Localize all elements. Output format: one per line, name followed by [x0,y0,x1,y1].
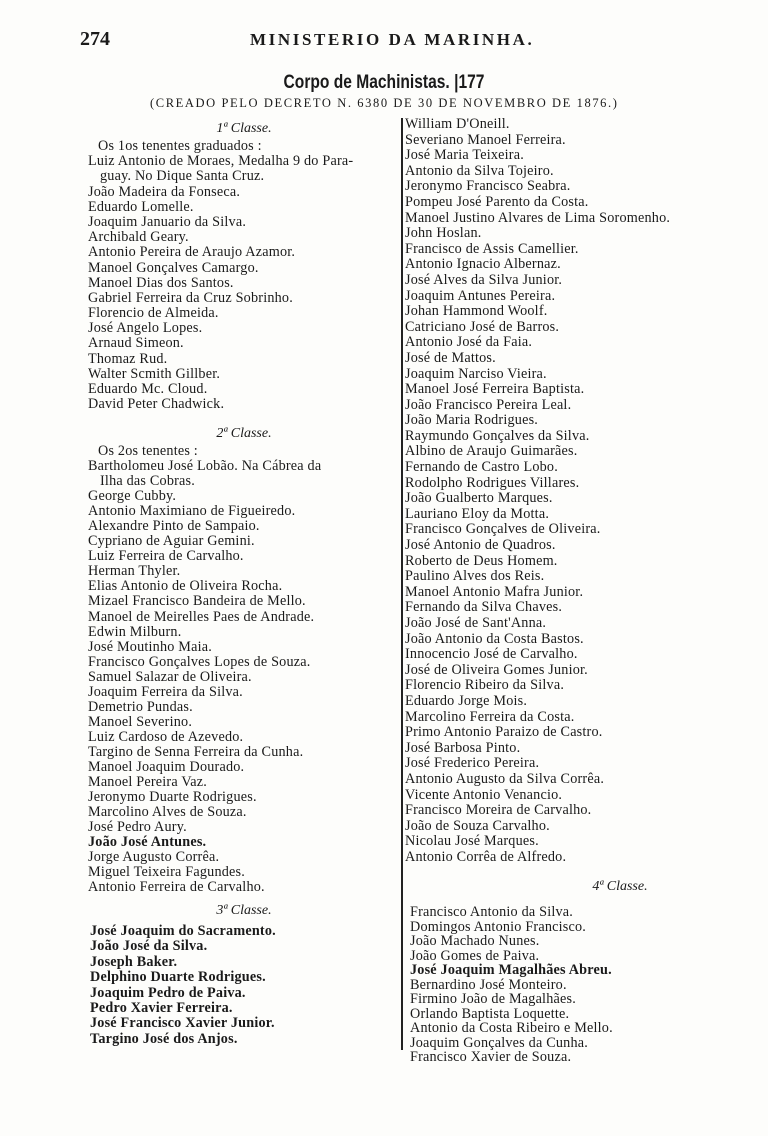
running-head: MINISTERIO DA MARINHA. [250,30,535,49]
section-subtitle: (CREADO PELO DECRETO N. 6380 DE 30 DE NOVEMBRO DE 1876.) [150,96,619,110]
list-item: Marcolino Alves de Souza. [88,804,247,821]
list-item: Os 1os tenentes graduados : [98,138,262,154]
list-item: Antonio da Silva Tojeiro. [405,162,554,179]
list-item: Florencio Ribeiro da Silva. [405,677,565,694]
list-item: João Machado Nunes. [410,933,540,949]
list-item: Domingos Antonio Francisco. [410,918,587,935]
list-item: George Cubby. [88,488,177,505]
list-item: Manoel Pereira Vaz. [88,774,207,791]
list-item: John Hoslan. [405,225,482,242]
list-item: Elias Antonio de Oliveira Rocha. [88,578,283,595]
list-classe-4 [410,905,613,1065]
list-item: Catriciano José de Barros. [405,318,560,335]
list-item: Manoel José Ferreira Baptista. [405,381,585,398]
list-item: Albino de Araujo Guimarães. [405,443,578,460]
list-item: Lauriano Eloy da Motta. [405,505,550,522]
list-item: Targino José dos Anjos. [90,1030,238,1047]
list-item: José Maria Teixeira. [405,147,524,164]
list-item: Gabriel Ferreira da Cruz Sobrinho. [88,289,293,306]
column-divider [401,118,403,1050]
list-item: Antonio José da Faia. [405,334,533,351]
list-item: João de Souza Carvalho. [405,817,550,834]
heading-classe-3: 3ª Classe. [216,903,272,918]
list-item: Luiz Cardoso de Azevedo. [88,728,244,745]
list-item: Eduardo Jorge Mois. [405,692,528,709]
list-item: João José Antunes. [88,834,207,851]
list-item: Francisco Gonçalves Lopes de Souza. [88,653,311,670]
list-item: Manoel de Meirelles Paes de Andrade. [88,608,315,625]
list-item: Antonio Pereira de Araujo Azamor. [88,244,296,261]
list-item: Manoel Dias dos Santos. [88,274,234,291]
list-item: Nicolau José Marques. [405,833,539,850]
list-item: João Francisco Pereira Leal. [405,396,572,413]
list-item: Arnaud Simeon. [88,335,184,352]
list-item: Antonio Augusto da Silva Corrêa. [405,770,605,787]
heading-classe-4: 4ª Classe. [592,879,648,894]
list-item: Fernando de Castro Lobo. [405,459,558,476]
list-item: Manoel Joaquim Dourado. [88,758,245,775]
list-item: Jeronymo Duarte Rodrigues. [88,789,257,806]
list-item: Joaquim Januario da Silva. [88,213,247,230]
list-item: Francisco Moreira de Carvalho. [405,802,592,819]
list-item: Paulino Alves dos Reis. [405,568,545,585]
list-item: Joaquim Antunes Pereira. [405,287,556,304]
list-classe-2 [88,444,321,895]
list-item: Innocencio José de Carvalho. [405,646,578,663]
list-item: Firmino João de Magalhães. [410,991,576,1007]
list-item: Manoel Gonçalves Camargo. [88,259,259,276]
list-item: José Angelo Lopes. [88,320,203,337]
list-item: João Maria Rodrigues. [405,412,539,429]
list-item: William D'Oneill. [405,116,510,132]
list-item: Mizael Francisco Bandeira de Mello. [88,593,306,610]
list-item: José Antonio de Quadros. [405,537,556,554]
list-item: Jorge Augusto Corrêa. [88,849,220,866]
list-item: João José da Silva. [90,938,208,955]
list-item: João Madeira da Fonseca. [88,183,241,200]
list-item: Manoel Antonio Mafra Junior. [405,583,584,600]
list-item: Antonio Maximiano de Figueiredo. [88,503,296,520]
list-item: Walter Scmith Gillber. [88,365,221,382]
list-item: Joseph Baker. [90,953,178,970]
list-item: Johan Hammond Woolf. [405,303,548,320]
list-item: Raymundo Gonçalves da Silva. [405,427,590,444]
list-item: João Antonio da Costa Bastos. [405,630,584,647]
list-item: Archibald Geary. [88,229,189,246]
list-classe-3 [90,924,276,1047]
list-item: Joaquim Gonçalves da Cunha. [410,1034,588,1051]
list-item: José Joaquim do Sacramento. [90,923,276,939]
list-item: Luiz Ferreira de Carvalho. [88,548,244,565]
list-item: Eduardo Lomelle. [88,198,194,215]
list-classe-1 [88,139,353,412]
list-item: José Frederico Pereira. [405,755,540,772]
list-item: guay. No Dique Santa Cruz. [100,168,265,185]
list-item: Manoel Severino. [88,713,193,730]
list-item: Roberto de Deus Homem. [405,552,558,569]
list-item: Rodolpho Rodrigues Villares. [405,474,580,491]
list-item: Francisco de Assis Camellier. [405,240,579,257]
list-item: Herman Thyler. [88,563,181,580]
section-title: Corpo de Machinistas. |177 [283,72,485,93]
list-item: Francisco Xavier de Souza. [410,1049,572,1065]
heading-classe-2: 2ª Classe. [216,426,272,441]
list-item: Pompeu José Parento da Costa. [405,193,589,210]
list-item: Vicente Antonio Venancio. [405,786,563,803]
list-item: Edwin Milburn. [88,623,182,640]
page-number: 274 [80,28,110,50]
list-item: Orlando Baptista Loquette. [410,1005,570,1022]
list-item: Pedro Xavier Ferreira. [90,999,233,1016]
list-item: Bartholomeu José Lobão. Na Cábrea da [88,458,322,475]
list-item: José de Oliveira Gomes Junior. [405,661,588,678]
list-item: Ilha das Cobras. [100,473,196,490]
list-item: Cypriano de Aguiar Gemini. [88,533,255,550]
list-item: José Moutinho Maia. [88,638,212,655]
list-item: José Pedro Aury. [88,819,187,836]
list-item: Primo Antonio Paraizo de Castro. [405,724,603,741]
list-item: Antonio Corrêa de Alfredo. [405,848,567,865]
list-item: João Gualberto Marques. [405,490,553,507]
list-item: João José de Sant'Anna. [405,615,547,631]
list-item: Jeronymo Francisco Seabra. [405,178,571,195]
list-item: Alexandre Pinto de Sampaio. [88,518,260,535]
list-item: José de Mattos. [405,349,496,366]
list-item: Severiano Manoel Ferreira. [405,131,566,148]
list-item: Francisco Gonçalves de Oliveira. [405,521,601,538]
list-item: Demetrio Pundas. [88,698,193,715]
list-item: João Gomes de Paiva. [410,947,540,964]
list-item: Joaquim Pedro de Paiva. [90,984,246,1001]
list-item: Manoel Justino Alvares de Lima Soromenho. [405,209,671,226]
list-item: Antonio Ferreira de Carvalho. [88,879,265,896]
list-item: Thomaz Rud. [88,350,168,367]
list-item: Antonio da Costa Ribeiro e Mello. [410,1020,613,1036]
list-continued [405,117,670,866]
list-item: José Barbosa Pinto. [405,739,521,756]
list-item: Fernando da Silva Chaves. [405,599,563,616]
list-item: Eduardo Mc. Cloud. [88,381,208,397]
list-item: Joaquim Ferreira da Silva. [88,683,243,700]
list-item: Francisco Antonio da Silva. [410,904,574,920]
list-item: Delphino Duarte Rodrigues. [90,969,266,986]
list-item: Miguel Teixeira Fagundes. [88,864,246,881]
list-item: Joaquim Narciso Vieira. [405,365,547,382]
list-item: José Francisco Xavier Junior. [90,1015,275,1032]
list-item: Os 2os tenentes : [98,443,198,459]
list-item: David Peter Chadwick. [88,396,225,413]
list-item: Luiz Antonio de Moraes, Medalha 9 do Para- [88,153,354,170]
list-item: Samuel Salazar de Oliveira. [88,668,252,685]
list-item: Targino de Senna Ferreira da Cunha. [88,743,304,760]
list-item: Florencio de Almeida. [88,305,219,322]
list-item: José Alves da Silva Junior. [405,271,563,288]
heading-classe-1: 1ª Classe. [216,121,272,136]
list-item: Bernardino José Monteiro. [410,976,567,993]
list-item: Antonio Ignacio Albernaz. [405,256,561,273]
list-item: Marcolino Ferreira da Costa. [405,708,575,725]
list-item: José Joaquim Magalhães Abreu. [410,962,612,978]
